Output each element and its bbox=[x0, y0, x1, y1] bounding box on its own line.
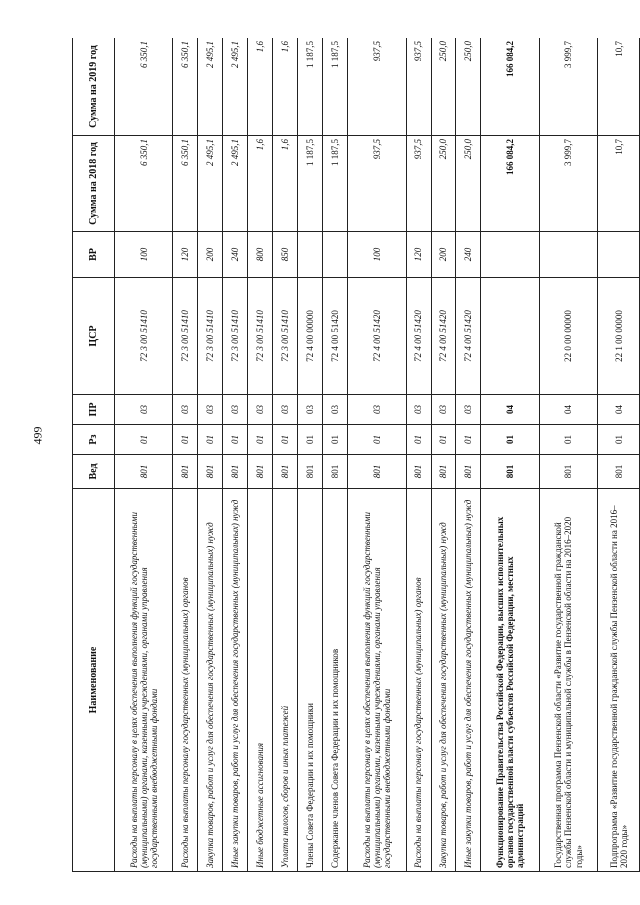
cell-csr: 72 4 00 51420 bbox=[323, 278, 348, 395]
cell-name: Уплата налогов, сборов и иных платежей bbox=[273, 489, 298, 872]
cell-csr: 72 4 00 51420 bbox=[348, 278, 406, 395]
cell-name: Иные закупки товаров, работ и услуг для обеспечения государственных (муниципальных) нужд bbox=[456, 489, 481, 872]
header-sum-2019: Сумма на 2019 год bbox=[73, 38, 115, 136]
cell-rz: 01 bbox=[348, 425, 406, 455]
cell-sum-2018: 250,0 bbox=[456, 136, 481, 232]
cell-sum-2019: 1 187,5 bbox=[323, 38, 348, 136]
cell-rz: 01 bbox=[198, 425, 223, 455]
cell-ved: 801 bbox=[598, 455, 640, 489]
header-csr: ЦСР bbox=[73, 278, 115, 395]
cell-ved: 801 bbox=[456, 455, 481, 489]
cell-ved: 801 bbox=[323, 455, 348, 489]
table-row bbox=[456, 38, 481, 872]
cell-ved: 801 bbox=[223, 455, 248, 489]
table-row bbox=[481, 38, 539, 872]
cell-name: Государственная программа Пензенской области «Развитие государственной гражданской службы Пензенской области и муниципальной службы в Пензенской области на 2016–2020 годы» bbox=[539, 489, 597, 872]
cell-sum-2019: 1 187,5 bbox=[298, 38, 323, 136]
cell-sum-2018: 166 084,2 bbox=[481, 136, 539, 232]
cell-vr: 200 bbox=[198, 232, 223, 278]
cell-rz: 01 bbox=[223, 425, 248, 455]
cell-sum-2019: 3 999,7 bbox=[539, 38, 597, 136]
budget-table-container bbox=[72, 38, 640, 872]
table-row bbox=[273, 38, 298, 872]
cell-rz: 01 bbox=[273, 425, 298, 455]
cell-ved: 801 bbox=[173, 455, 198, 489]
cell-csr bbox=[481, 278, 539, 395]
cell-pr: 03 bbox=[431, 395, 456, 425]
cell-rz: 01 bbox=[406, 425, 431, 455]
cell-pr: 03 bbox=[198, 395, 223, 425]
table-row bbox=[298, 38, 323, 872]
cell-pr: 03 bbox=[348, 395, 406, 425]
cell-sum-2019: 6 350,1 bbox=[115, 38, 173, 136]
cell-vr bbox=[323, 232, 348, 278]
cell-rz: 01 bbox=[598, 425, 640, 455]
cell-pr: 03 bbox=[298, 395, 323, 425]
cell-rz: 01 bbox=[323, 425, 348, 455]
cell-sum-2019: 250,0 bbox=[431, 38, 456, 136]
cell-rz: 01 bbox=[173, 425, 198, 455]
cell-rz: 01 bbox=[481, 425, 539, 455]
cell-name: Закупка товаров, работ и услуг для обеспечения государственных (муниципальных) нужд bbox=[431, 489, 456, 872]
cell-csr: 72 3 00 51410 bbox=[223, 278, 248, 395]
budget-table bbox=[72, 38, 640, 872]
cell-name: Иные закупки товаров, работ и услуг для обеспечения государственных (муниципальных) нужд bbox=[223, 489, 248, 872]
table-row bbox=[323, 38, 348, 872]
cell-name: Подпрограмма «Развитие государственной гражданской службы Пензенской области на 2016–2020 годы» bbox=[598, 489, 640, 872]
cell-vr: 100 bbox=[348, 232, 406, 278]
cell-name: Содержание членов Совета Федерации и их помощников bbox=[323, 489, 348, 872]
cell-vr bbox=[598, 232, 640, 278]
cell-sum-2019: 250,0 bbox=[456, 38, 481, 136]
cell-csr: 72 4 00 51420 bbox=[406, 278, 431, 395]
cell-sum-2018: 1 187,5 bbox=[298, 136, 323, 232]
cell-sum-2018: 2 495,1 bbox=[198, 136, 223, 232]
cell-csr: 72 3 00 51410 bbox=[198, 278, 223, 395]
cell-vr: 800 bbox=[248, 232, 273, 278]
header-rz: Рз bbox=[73, 425, 115, 455]
cell-sum-2019: 937,5 bbox=[348, 38, 406, 136]
cell-sum-2018: 6 350,1 bbox=[115, 136, 173, 232]
cell-ved: 801 bbox=[298, 455, 323, 489]
cell-csr: 72 4 00 51420 bbox=[431, 278, 456, 395]
cell-name: Расходы на выплаты персоналу государственных (муниципальных) органов bbox=[173, 489, 198, 872]
cell-rz: 01 bbox=[539, 425, 597, 455]
cell-sum-2018: 2 495,1 bbox=[223, 136, 248, 232]
cell-pr: 03 bbox=[115, 395, 173, 425]
cell-rz: 01 bbox=[298, 425, 323, 455]
cell-pr: 03 bbox=[323, 395, 348, 425]
table-header bbox=[73, 38, 115, 872]
cell-csr: 72 3 00 51410 bbox=[173, 278, 198, 395]
table-row bbox=[198, 38, 223, 872]
cell-name: Функционирование Правительства Российской Федерации, высших исполнительных органов государственной власти субъектов Российской Федерации, местных администраций bbox=[481, 489, 539, 872]
cell-sum-2018: 250,0 bbox=[431, 136, 456, 232]
cell-ved: 801 bbox=[431, 455, 456, 489]
cell-pr: 04 bbox=[598, 395, 640, 425]
cell-name: Члены Совета Федерации и их помощники bbox=[298, 489, 323, 872]
cell-pr: 04 bbox=[539, 395, 597, 425]
cell-pr: 03 bbox=[456, 395, 481, 425]
cell-pr: 03 bbox=[173, 395, 198, 425]
cell-sum-2019: 6 350,1 bbox=[173, 38, 198, 136]
cell-ved: 801 bbox=[198, 455, 223, 489]
cell-sum-2019: 10,7 bbox=[598, 38, 640, 136]
cell-rz: 01 bbox=[431, 425, 456, 455]
cell-sum-2018: 937,5 bbox=[406, 136, 431, 232]
cell-name: Расходы на выплаты персоналу в целях обеспечения выполнения функций государственными (муниципальными) органами, казенными учреждениями, органами управления государственными внебюджетными фондами bbox=[348, 489, 406, 872]
table-row bbox=[115, 38, 173, 872]
cell-vr bbox=[539, 232, 597, 278]
cell-vr: 850 bbox=[273, 232, 298, 278]
cell-ved: 801 bbox=[348, 455, 406, 489]
cell-sum-2019: 1,6 bbox=[248, 38, 273, 136]
header-pr: ПР bbox=[73, 395, 115, 425]
cell-vr bbox=[481, 232, 539, 278]
table-row bbox=[173, 38, 198, 872]
cell-ved: 801 bbox=[248, 455, 273, 489]
table-row bbox=[406, 38, 431, 872]
header-name: Наименование bbox=[73, 489, 115, 872]
cell-ved: 801 bbox=[115, 455, 173, 489]
cell-rz: 01 bbox=[456, 425, 481, 455]
cell-ved: 801 bbox=[273, 455, 298, 489]
cell-vr: 120 bbox=[173, 232, 198, 278]
cell-csr: 22 1 00 00000 bbox=[598, 278, 640, 395]
cell-vr: 120 bbox=[406, 232, 431, 278]
cell-sum-2018: 6 350,1 bbox=[173, 136, 198, 232]
cell-name: Расходы на выплаты персоналу в целях обеспечения выполнения функций государственными (муниципальными) органами, казенными учреждениями, органами управления государственными внебюджетными фондами bbox=[115, 489, 173, 872]
rotated-table-frame bbox=[72, 38, 640, 872]
header-sum-2018: Сумма на 2018 год bbox=[73, 136, 115, 232]
cell-sum-2019: 2 495,1 bbox=[223, 38, 248, 136]
cell-ved: 801 bbox=[406, 455, 431, 489]
cell-vr: 200 bbox=[431, 232, 456, 278]
cell-name: Расходы на выплаты персоналу государственных (муниципальных) органов bbox=[406, 489, 431, 872]
cell-csr: 72 4 00 00000 bbox=[298, 278, 323, 395]
cell-csr: 72 3 00 51410 bbox=[248, 278, 273, 395]
cell-csr: 72 4 00 51420 bbox=[456, 278, 481, 395]
table-row bbox=[539, 38, 597, 872]
cell-vr: 240 bbox=[223, 232, 248, 278]
table-row bbox=[598, 38, 640, 872]
cell-sum-2019: 937,5 bbox=[406, 38, 431, 136]
cell-name: Иные бюджетные ассигнования bbox=[248, 489, 273, 872]
table-row bbox=[223, 38, 248, 872]
cell-ved: 801 bbox=[481, 455, 539, 489]
cell-ved: 801 bbox=[539, 455, 597, 489]
cell-sum-2018: 1 187,5 bbox=[323, 136, 348, 232]
table-row bbox=[431, 38, 456, 872]
cell-vr bbox=[298, 232, 323, 278]
cell-pr: 03 bbox=[406, 395, 431, 425]
cell-csr: 72 3 00 51410 bbox=[115, 278, 173, 395]
cell-sum-2019: 2 495,1 bbox=[198, 38, 223, 136]
table-row bbox=[348, 38, 406, 872]
cell-csr: 22 0 00 00000 bbox=[539, 278, 597, 395]
header-ved: Вед bbox=[73, 455, 115, 489]
table-row bbox=[248, 38, 273, 872]
cell-csr: 72 3 00 51410 bbox=[273, 278, 298, 395]
cell-rz: 01 bbox=[248, 425, 273, 455]
cell-sum-2019: 1,6 bbox=[273, 38, 298, 136]
header-vr: ВР bbox=[73, 232, 115, 278]
cell-vr: 100 bbox=[115, 232, 173, 278]
cell-sum-2018: 3 999,7 bbox=[539, 136, 597, 232]
table-body bbox=[115, 38, 640, 872]
cell-sum-2018: 937,5 bbox=[348, 136, 406, 232]
cell-pr: 03 bbox=[248, 395, 273, 425]
cell-pr: 03 bbox=[273, 395, 298, 425]
cell-rz: 01 bbox=[115, 425, 173, 455]
cell-name: Закупка товаров, работ и услуг для обеспечения государственных (муниципальных) нужд bbox=[198, 489, 223, 872]
page-number: 499 bbox=[30, 426, 45, 445]
cell-sum-2018: 1,6 bbox=[273, 136, 298, 232]
cell-sum-2018: 10,7 bbox=[598, 136, 640, 232]
cell-vr: 240 bbox=[456, 232, 481, 278]
cell-pr: 03 bbox=[223, 395, 248, 425]
cell-sum-2018: 1,6 bbox=[248, 136, 273, 232]
cell-pr: 04 bbox=[481, 395, 539, 425]
cell-sum-2019: 166 084,2 bbox=[481, 38, 539, 136]
